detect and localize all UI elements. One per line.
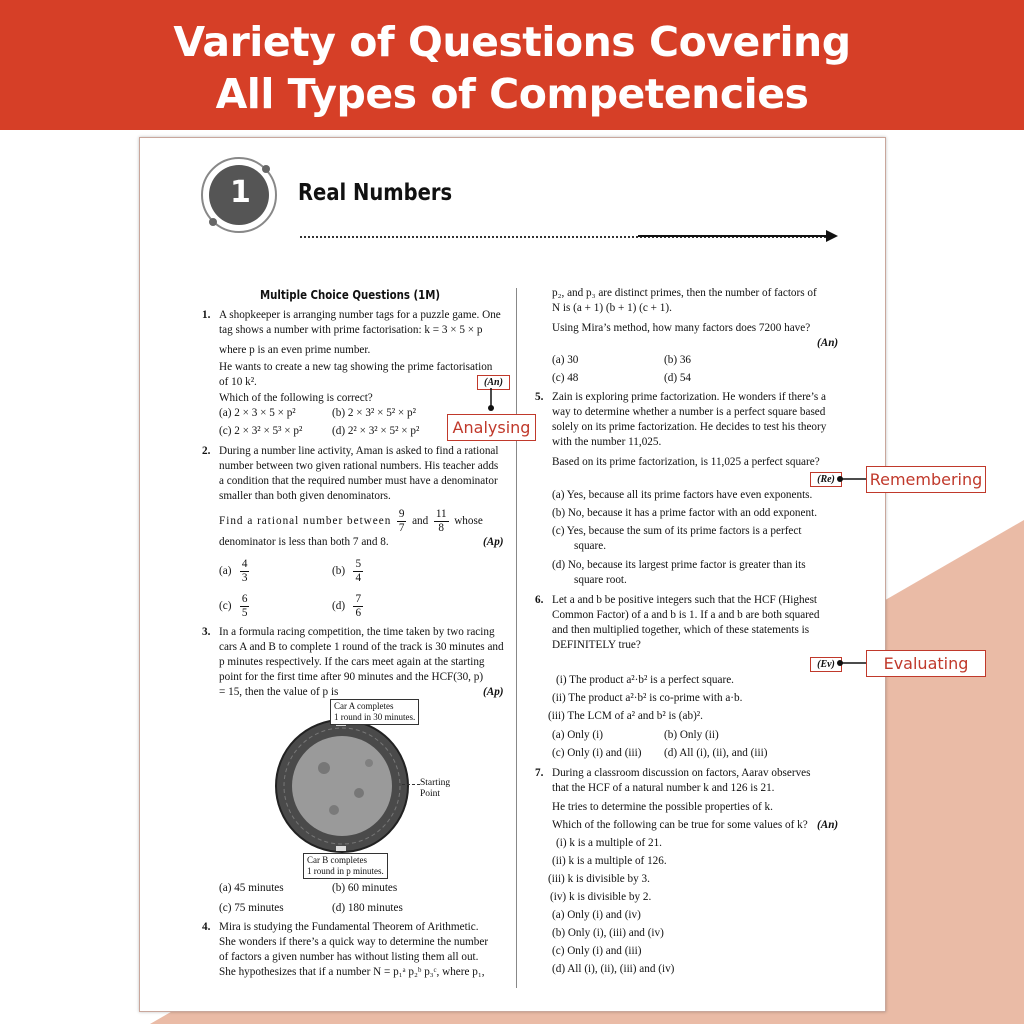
q4-line: She wonders if there’s a quick way to determine the number: [219, 936, 489, 948]
q1-option-b: (b) 2 × 3² × 5² × p²: [332, 407, 416, 419]
q7-line: that the HCF of a natural number k and 126 is 21.: [552, 782, 775, 794]
q4-option-b: (b) 36: [664, 354, 692, 366]
q2-line: During a number line activity, Aman is asked to find a rational: [219, 445, 499, 457]
q6-competency-tag: (Ev): [810, 657, 842, 672]
q6-statement: (iii) The LCM of a² and b² is (ab)².: [548, 710, 703, 722]
q3-option-d: (d) 180 minutes: [332, 902, 403, 914]
q6-statement: (ii) The product a²·b² is co-prime with a·b.: [552, 692, 743, 704]
q4-number: 4.: [202, 921, 211, 933]
q5-line: Zain is exploring prime factorization. He wonders if there’s a: [552, 391, 827, 403]
remembering-callout: Remembering: [866, 466, 986, 493]
q7-line: During a classroom discussion on factors, Aarav observes: [552, 767, 811, 779]
q5-option-c: (c) Yes, because the sum of its prime factors is a perfect: [552, 525, 802, 537]
q2-option-d: (d) $\frac{7}{6}$: [332, 593, 362, 619]
q6-statement: (i) The product a²·b² is a perfect square.: [556, 674, 734, 686]
fraction: $\frac{11}{8}$: [435, 507, 447, 534]
q3-number: 3.: [202, 626, 211, 638]
q3-line: = 15, then the value of p is: [219, 686, 339, 698]
q7-statement: (iii) k is divisible by 3.: [548, 873, 650, 885]
q7-competency-tag: (An): [817, 819, 839, 831]
q1-number: 1.: [202, 309, 211, 321]
banner-title-line2: All Types of Competencies: [215, 70, 809, 118]
q7-option-c: (c) Only (i) and (iii): [552, 945, 642, 957]
q2-option-b: (b) $\frac{5}{4}$: [332, 558, 362, 584]
q2-number: 2.: [202, 445, 211, 457]
q1-option-c: (c) 2 × 3² × 5³ × p²: [219, 425, 303, 437]
q4-option-d: (d) 54: [664, 372, 692, 384]
q7-line: He tries to determine the possible properties of k.: [552, 801, 773, 813]
q3-line: point for the first time after 90 minutes and the HCF(30, p): [219, 671, 484, 683]
q7-option-a: (a) Only (i) and (iv): [552, 909, 641, 921]
q1-line: where p is an even prime number.: [219, 344, 371, 356]
q7-statement: (ii) k is a multiple of 126.: [552, 855, 667, 867]
q1-line: He wants to create a new tag showing the prime factorisation: [219, 361, 493, 373]
q5-line: way to determine whether a number is a perfect square based: [552, 406, 826, 418]
q3-line: In a formula racing competition, the time taken by two racing: [219, 626, 495, 638]
q4-line: p₂, and p₃ are distinct primes, then the number of factors of: [552, 287, 817, 299]
q7-option-b: (b) Only (i), (iii) and (iv): [552, 927, 664, 939]
q2-line: denominator is less than both 7 and 8.: [219, 536, 389, 548]
q2-text: Find a rational number between: [219, 515, 392, 527]
q2-line: smaller than both given denominators.: [219, 490, 391, 502]
analysing-callout: Analysing: [447, 414, 536, 441]
q1-option-d: (d) 2² × 3² × 5² × p²: [332, 425, 420, 437]
q3-option-b: (b) 60 minutes: [332, 882, 398, 894]
q4-option-c: (c) 48: [552, 372, 579, 384]
car-a-label: Car A completes 1 round in 30 minutes.: [330, 699, 419, 725]
section-title: Multiple Choice Questions (1M): [260, 288, 441, 302]
q3-line: p minutes respectively. If the cars meet again at the starting: [219, 656, 485, 668]
chapter-title: Real Numbers: [298, 180, 453, 206]
banner-title-line1: Variety of Questions Covering: [173, 18, 851, 66]
q6-line: DEFINITELY true?: [552, 639, 641, 651]
q2-competency-tag: (Ap): [483, 536, 504, 548]
q1-competency-tag: (An): [477, 375, 510, 390]
q5-option-b: (b) No, because it has a prime factor with an odd exponent.: [552, 507, 817, 519]
fraction: $\frac{9}{7}$: [398, 507, 405, 534]
q5-option-d: (d) No, because its largest prime factor is greater than its: [552, 559, 806, 571]
q4-line: of factors a given number has without listing them all out.: [219, 951, 479, 963]
car-b-label: Car B completes 1 round in p minutes.: [303, 853, 388, 879]
q5-line: solely on its prime factorization. He decides to test his theory: [552, 421, 827, 433]
q7-statement: (i) k is a multiple of 21.: [556, 837, 662, 849]
q5-number: 5.: [535, 391, 544, 403]
q5-option-a: (a) Yes, because all its prime factors have even exponents.: [552, 489, 813, 501]
q6-option-a: (a) Only (i): [552, 729, 603, 741]
q2-text: and: [412, 515, 429, 527]
q1-option-a: (a) 2 × 3 × 5 × p²: [219, 407, 296, 419]
q5-option-d-cont: square root.: [574, 574, 627, 586]
q3-option-a: (a) 45 minutes: [219, 882, 284, 894]
q3-line: cars A and B to complete 1 round of the track is 30 minutes and: [219, 641, 504, 653]
q4-option-a: (a) 30: [552, 354, 579, 366]
q2-option-a: (a) $\frac{4}{3}$: [219, 558, 248, 584]
q7-option-d: (d) All (i), (ii), (iii) and (iv): [552, 963, 675, 975]
q6-line: Let a and b be positive integers such that the HCF (Highest: [552, 594, 818, 606]
q4-line: She hypothesizes that if a number N = p₁ᵃ p₂ᵇ p₃ᶜ, where p₁,: [219, 966, 485, 978]
q5-line: Based on its prime factorization, is 11,025 a perfect square?: [552, 456, 820, 468]
q6-line: and then multiplied together, which of these statements is: [552, 624, 810, 636]
q4-competency-tag: (An): [817, 337, 839, 349]
starting-point-label: Starting Point: [420, 778, 451, 799]
q2-line: a condition that the required number must have a denominator: [219, 475, 498, 487]
q2-option-c: (c) $\frac{6}{5}$: [219, 593, 248, 619]
q6-option-b: (b) Only (ii): [664, 729, 719, 741]
q3-option-c: (c) 75 minutes: [219, 902, 284, 914]
q5-line: with the number 11,025.: [552, 436, 662, 448]
q6-option-d: (d) All (i), (ii), and (iii): [664, 747, 768, 759]
q1-line: Which of the following is correct?: [219, 392, 373, 404]
q4-line: N is (a + 1) (b + 1) (c + 1).: [552, 302, 672, 314]
q6-number: 6.: [535, 594, 544, 606]
q5-competency-tag: (Re): [810, 472, 842, 487]
q6-option-c: (c) Only (i) and (iii): [552, 747, 642, 759]
q3-competency-tag: (Ap): [483, 686, 504, 698]
q1-line: of 10 k².: [219, 376, 257, 388]
q1-line: tag shows a number with prime factorisation: k = 3 × 5 × p: [219, 324, 483, 336]
q4-line: Mira is studying the Fundamental Theorem of Arithmetic.: [219, 921, 479, 933]
evaluating-callout: Evaluating: [866, 650, 986, 677]
q6-line: Common Factor) of a and b is 1. If a and b are both squared: [552, 609, 820, 621]
q7-line: Which of the following can be true for some values of k?: [552, 819, 808, 831]
q4-line: Using Mira’s method, how many factors does 7200 have?: [552, 322, 811, 334]
q2-line: number between two given rational numbers. His teacher adds: [219, 460, 499, 472]
q5-option-c-cont: square.: [574, 540, 606, 552]
q7-statement: (iv) k is divisible by 2.: [550, 891, 652, 903]
q1-line: A shopkeeper is arranging number tags for a puzzle game. One: [219, 309, 501, 321]
q2-text: whose: [454, 515, 483, 527]
q7-number: 7.: [535, 767, 544, 779]
chapter-number: 1: [230, 175, 251, 210]
